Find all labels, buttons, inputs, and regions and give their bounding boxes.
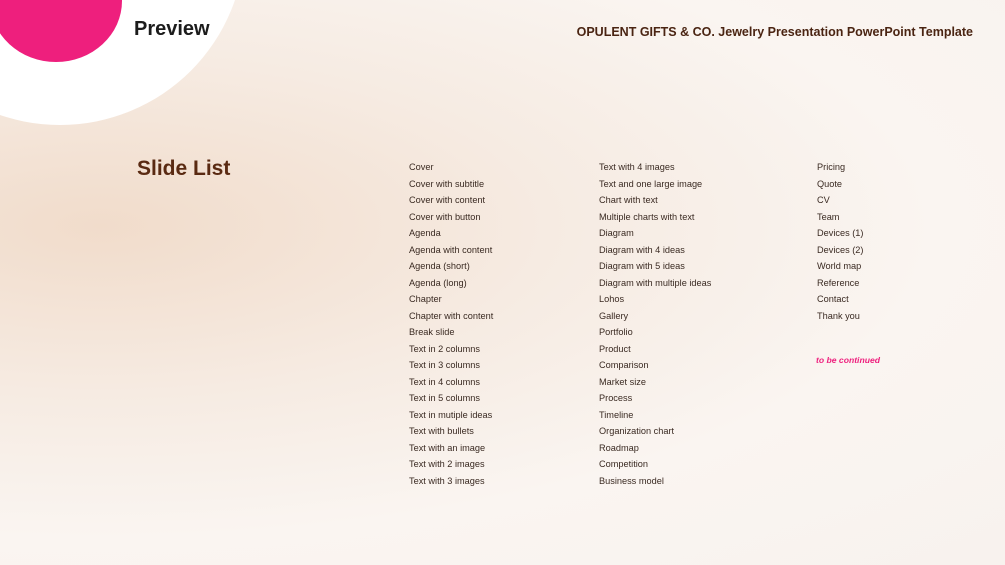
slide-list-item: Agenda (long) [409,277,467,288]
slide-list-item: Chapter [409,294,442,304]
slide-list-item: Timeline [599,409,634,420]
slide-list-item: Text with 3 images [409,475,485,486]
slide-list-item: Contact [817,294,849,304]
slide-list-item: Text in 2 columns [409,343,480,354]
slide-list-item: Organization chart [599,426,675,436]
slide-list-column-1 [409,159,493,489]
slide-list-item: Quote [817,178,843,189]
slide-list-item: Text in mutiple ideas [409,409,493,420]
slide-list-item: Devices (2) [817,244,864,255]
slide-list-item: Cover with button [409,211,481,222]
slide-list-item: Text in 5 columns [409,393,480,403]
slide-list-item: Pricing [817,162,846,172]
slide-list-item: Thank you [817,310,860,321]
slide-list-item: Product [599,343,631,354]
slide-list-item: Process [599,393,633,403]
slide-list-item: Lohos [599,294,625,304]
slide-list-item: CV [817,195,830,205]
slide-list-item: Break slide [409,327,455,337]
slide-list-item: Diagram with multiple ideas [599,277,712,288]
slide-list-item: Diagram with 4 ideas [599,244,685,255]
slide-list-column-2 [599,159,711,489]
slide-list-item: Cover [409,162,434,172]
document-title: OPULENT GIFTS & CO. Jewelry Presentation PowerPoint Template [576,25,973,39]
slide-list-column-3 [817,159,863,324]
slide-list-item: Cover with content [409,195,486,205]
slide-list-item: Diagram [599,228,634,238]
slide-list-item: Multiple charts with text [599,211,695,222]
slide-list-item: Team [817,211,840,222]
slide-list-item: Agenda with content [409,244,493,255]
slide-list-item: Text with bullets [409,426,474,436]
slide-list-item: Portfolio [599,327,633,337]
slide-list-item: Business model [599,475,664,486]
slide-list-item: Comparison [599,360,649,370]
to-be-continued-note: to be continued [816,355,880,365]
slide-list-item: Roadmap [599,442,639,453]
slide-list-item: Diagram with 5 ideas [599,261,685,271]
slide-list-item: Market size [599,376,646,387]
slide-list-item: Reference [817,277,860,288]
slide-list-item: Gallery [599,310,629,321]
slide-list-item: Text in 4 columns [409,376,480,387]
slide-list-item: Text and one large image [599,178,703,189]
slide-list-item: Agenda [409,228,441,238]
slide-list-item: World map [817,261,862,271]
preview-label: Preview [134,18,210,40]
slide-list-item: Text with an image [409,442,486,453]
slide-list-item: Competition [599,459,649,469]
slide-list-item: Devices (1) [817,228,864,238]
slide-list-item: Text in 3 columns [409,360,480,370]
slide-list-item: Cover with subtitle [409,178,485,189]
slide-list-item: Text with 4 images [599,162,675,172]
slide-list-heading: Slide List [137,157,231,180]
slide-list-item: Agenda (short) [409,261,470,271]
slide-list-item: Chart with text [599,195,658,205]
slide-list-item: Text with 2 images [409,459,485,469]
slide-list-item: Chapter with content [409,310,494,321]
